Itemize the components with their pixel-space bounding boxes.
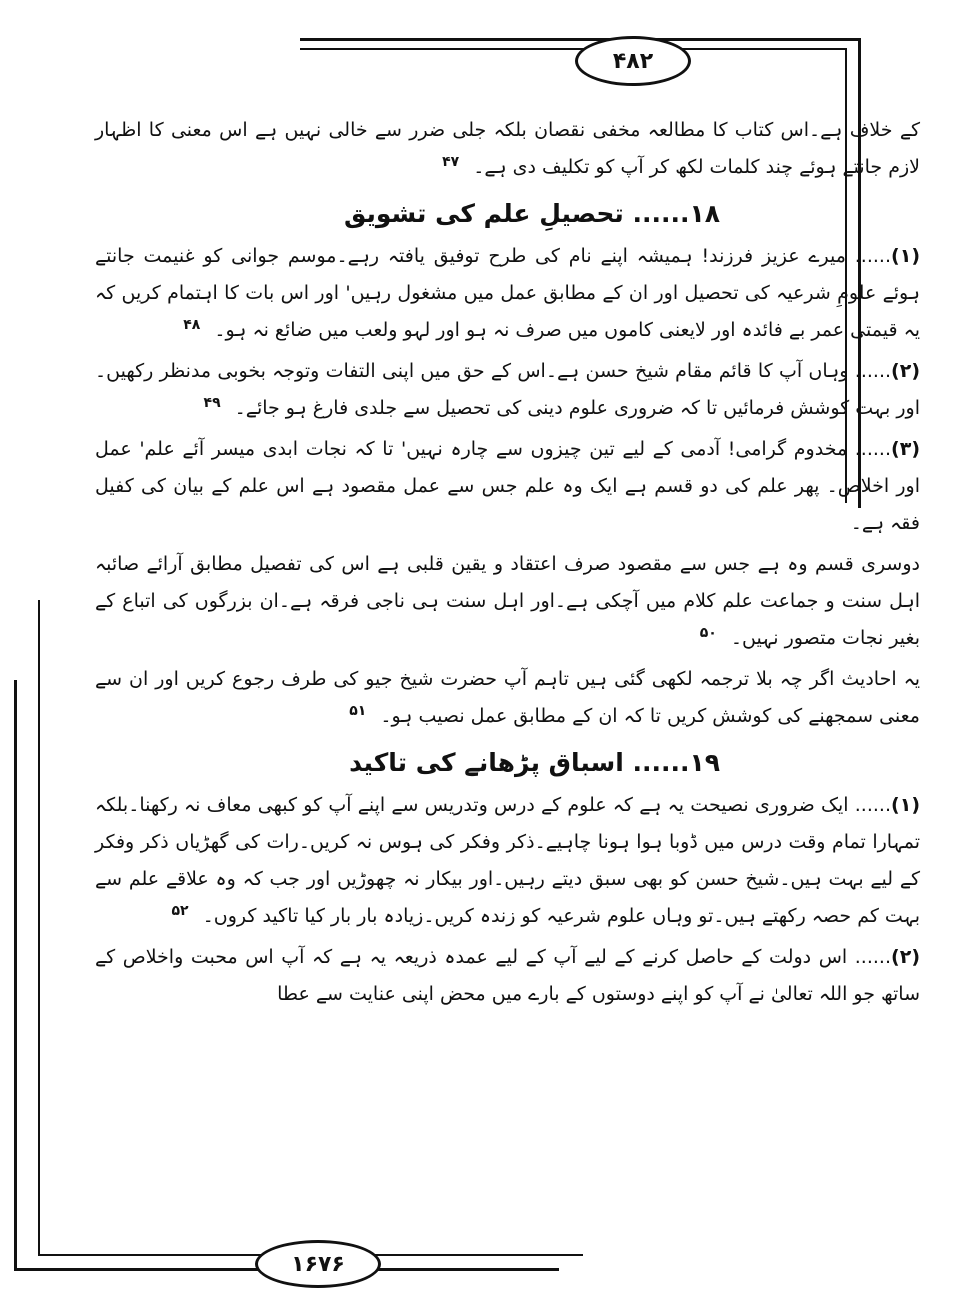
footnote-ref: ۵۱ (349, 702, 367, 719)
heading-dots: ...... (632, 199, 690, 228)
frame-top-inner (300, 48, 845, 50)
page-body (95, 112, 920, 1017)
top-page-number: ۴۸۲ (575, 36, 691, 86)
paragraph-text: کے خلاف ہے۔اس کتاب کا مطالعہ مخفی نقصان بلکہ جلی ضرر سے خالی نہیں ہے اس معنی کا اظہار لازم جانتے ہوئے چند کلمات لکھ کر آپ کو تکلیف دی ہے۔ (95, 119, 920, 178)
paragraph-item (95, 939, 920, 1013)
item-dots: ...... (854, 245, 892, 267)
footnote-ref: ۵۲ (171, 902, 189, 919)
paragraph-item (95, 353, 920, 427)
section-heading-19 (95, 739, 920, 787)
heading-title: اسباق پڑھانے کی تاکید (349, 748, 624, 777)
frame-left-outer (14, 680, 17, 1270)
paragraph-text: دوسری قسم وہ ہے جس سے مقصود صرف اعتقاد و یقین قلبی ہے اس کی تفصیل مطابق آرائے صائبہ اہل سنت و جماعت علم کلام میں آچکی ہے۔اور اہل سنت ہی ناجی فرقہ ہے۔ان بزرگوں کی اتباع کے بغیر نجات متصور نہیں۔ (95, 553, 920, 649)
footnote-ref: ۴۹ (203, 394, 221, 411)
item-dots: ...... (854, 794, 892, 816)
section-heading-18 (95, 190, 920, 238)
heading-number: ۱۹ (689, 748, 720, 777)
item-number: (۱) (891, 245, 920, 267)
item-dots: ...... (854, 438, 892, 460)
footnote-ref: ۴۸ (183, 316, 201, 333)
paragraph-text: میرے عزیز فرزند! ہمیشہ اپنے نام کی طرح توفیق یافتہ رہے۔موسم جوانی کو غنیمت جانتے ہوئے علومِ شرعیہ کی تحصیل اور ان کے مطابق عمل میں مشغول رہیں' اور اس بات کا اہتمام کریں کہ یہ قیمتی عمر بے فائدہ اور لایعنی کاموں میں صرف نہ ہو اور لہو ولعب میں ضائع نہ ہو۔ (95, 245, 920, 341)
heading-title: تحصیلِ علم کی تشویق (343, 199, 624, 228)
paragraph-continuation (95, 112, 920, 186)
paragraph-text-block (95, 546, 920, 657)
item-dots: ...... (854, 360, 892, 382)
paragraph-item (95, 238, 920, 349)
item-number: (۲) (891, 946, 920, 968)
frame-left-inner (38, 600, 40, 1255)
item-dots: ...... (854, 946, 892, 968)
bottom-page-number: ۱۶۷۶ (255, 1240, 381, 1288)
item-number: (۱) (891, 794, 920, 816)
paragraph-item (95, 787, 920, 935)
frame-top-outer (300, 38, 860, 41)
heading-dots: ...... (632, 748, 690, 777)
paragraph-text: یہ احادیث اگر چہ بلا ترجمہ لکھی گئی ہیں تاہم آپ حضرت شیخ جیو کی طرف رجوع کریں اور ان سے معنی سمجھنے کی کوشش کریں تا کہ ان کے مطابق عمل نصیب ہو۔ (95, 668, 920, 727)
paragraph-text: وہاں آپ کا قائم مقام شیخ حسن ہے۔اس کے حق میں اپنی التفات وتوجہ بخوبی مدنظر رکھیں۔اور بہت کوشش فرمائیں تا کہ ضروری علوم دینی کی تحصیل سے جلدی فارغ ہو جائے۔ (95, 360, 920, 419)
footnote-ref: ۴۷ (442, 153, 460, 170)
heading-number: ۱۸ (689, 199, 720, 228)
paragraph-item (95, 431, 920, 542)
paragraph-text: ایک ضروری نصیحت یہ ہے کہ علوم کے درس وتدریس سے اپنے آپ کو کبھی معاف نہ رکھنا۔بلکہ تمہارا تمام وقت درس میں ڈوبا ہوا ہونا چاہیے۔ذکر وفکر کی ہوس نہ کریں۔رات کی گھڑیاں ذکر وفکر کے لیے بہت ہیں۔شیخ حسن کو بھی سبق دیتے رہیں۔اور بیکار نہ چھوڑیں اور جب کہ وہ علاقے علم سے بہت کم حصہ رکھتے ہیں۔تو وہاں علوم شرعیہ کو زندہ کریں۔زیادہ بار بار کیا تاکید کروں۔ (95, 794, 920, 927)
paragraph-text-block (95, 661, 920, 735)
paragraph-text: اس دولت کے حاصل کرنے کے لیے آپ کے لیے عمدہ ذریعہ یہ ہے کہ آپ اس محبت واخلاص کے ساتھ جو اللہ تعالیٰ نے آپ کو اپنے دوستوں کے بارے میں محض اپنی عنایت سے عطا (95, 946, 920, 1005)
paragraph-text: مخدوم گرامی! آدمی کے لیے تین چیزوں سے چارہ نہیں' تا کہ نجات ابدی میسر آئے علم' عمل اور اخلاص۔ پھر علم کی دو قسم ہے ایک وہ علم جس سے عمل مقصود ہے اس علم کے بیان کی کفیل فقہ ہے۔ (95, 438, 920, 534)
item-number: (۲) (891, 360, 921, 382)
item-number: (۳) (891, 438, 920, 460)
footnote-ref: ۵۰ (699, 624, 717, 641)
